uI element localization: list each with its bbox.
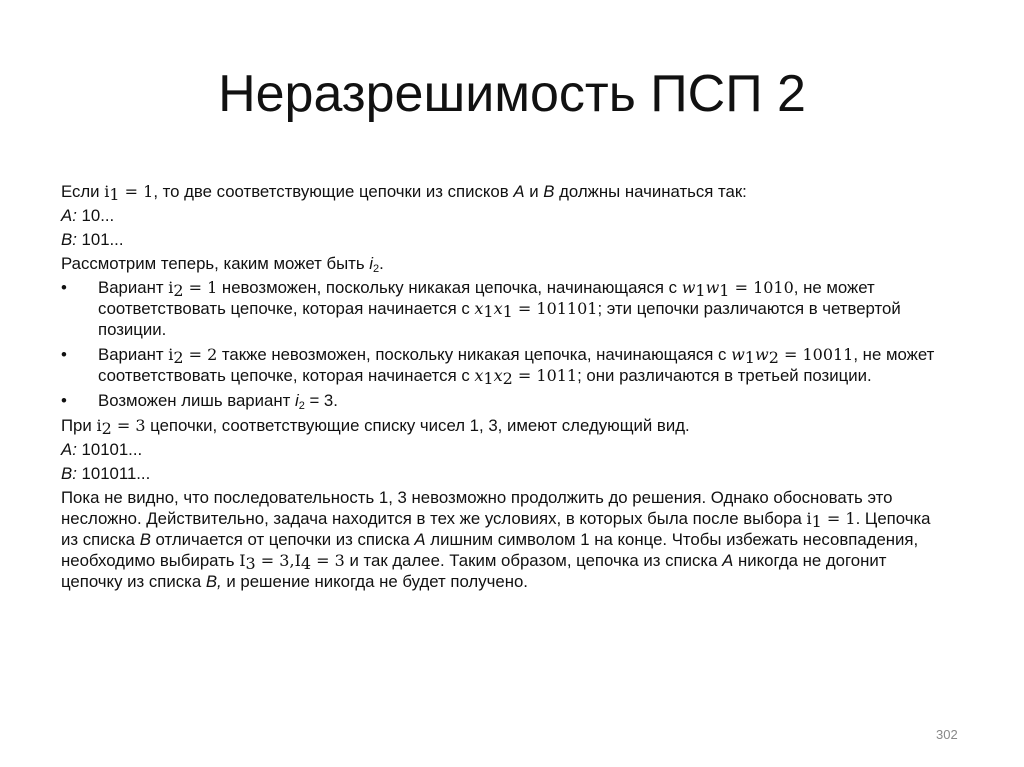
conclusion-paragraph: Пока не видно, что последовательность 1, 3 невозможно продолжить до решения. Однако обосновать это несложно. Действительно, задача находится в тех же условиях, в которых была после выбора $i_1 = 1$. Цепочка из списка B отличается от цепочки из списка A лишним символом 1 на конце. Чтобы избежать несовпадения, необходимо выбирать $I_3 = 3,I_4 = 3$ и так далее. Таким образом, цепочка из списка A никогда не догонит цепочку из списка B, и решение никогда не будет получено. (61, 488, 931, 591)
bullet-item: • Вариант $i_2 = 1$ невозможен, поскольку никакая цепочка, начинающаяся с $w_1w_1 = 1010$, не может соответствовать цепочке, которая начинается с $x_1x_1 = 101101$; эти цепочки различаются в четвертой позиции. (61, 278, 901, 339)
bullet-icon: • (61, 391, 67, 410)
intro-paragraph: Если $i_1 = 1$, то две соответствующие цепочки из списков A и B должны начинаться так: (61, 182, 747, 204)
consider-paragraph: Рассмотрим теперь, каким может быть $i_2$. (61, 254, 384, 275)
string-b-line: B: 101... (61, 230, 124, 249)
bullet-item: • Вариант $i_2 = 2$ также невозможен, поскольку никакая цепочка, начинающаяся с $w_1w_2 = 10011$, не может соответствовать цепочке, которая начинается с $x_1x_2 = 1011$; они различаются в третьей позиции. (61, 345, 935, 388)
bullet-icon: • (61, 345, 67, 364)
string-b-line: B: 101011... (61, 464, 151, 483)
bullet-icon: • (61, 278, 67, 297)
slide-body (61, 181, 941, 595)
string-a-line: A: 10101... (61, 440, 143, 459)
slide-title: Неразрешимость ПСП 2 (218, 65, 806, 123)
bullet-item: • Возможен лишь вариант $i_2 = 3$. (61, 391, 338, 412)
when-three-paragraph: При $i_2 = 3$ цепочки, соответствующие списку чисел 1, 3, имеют следующий вид. (61, 416, 690, 438)
string-a-line: A: 10... (61, 206, 115, 225)
page-number: 302 (936, 727, 958, 742)
